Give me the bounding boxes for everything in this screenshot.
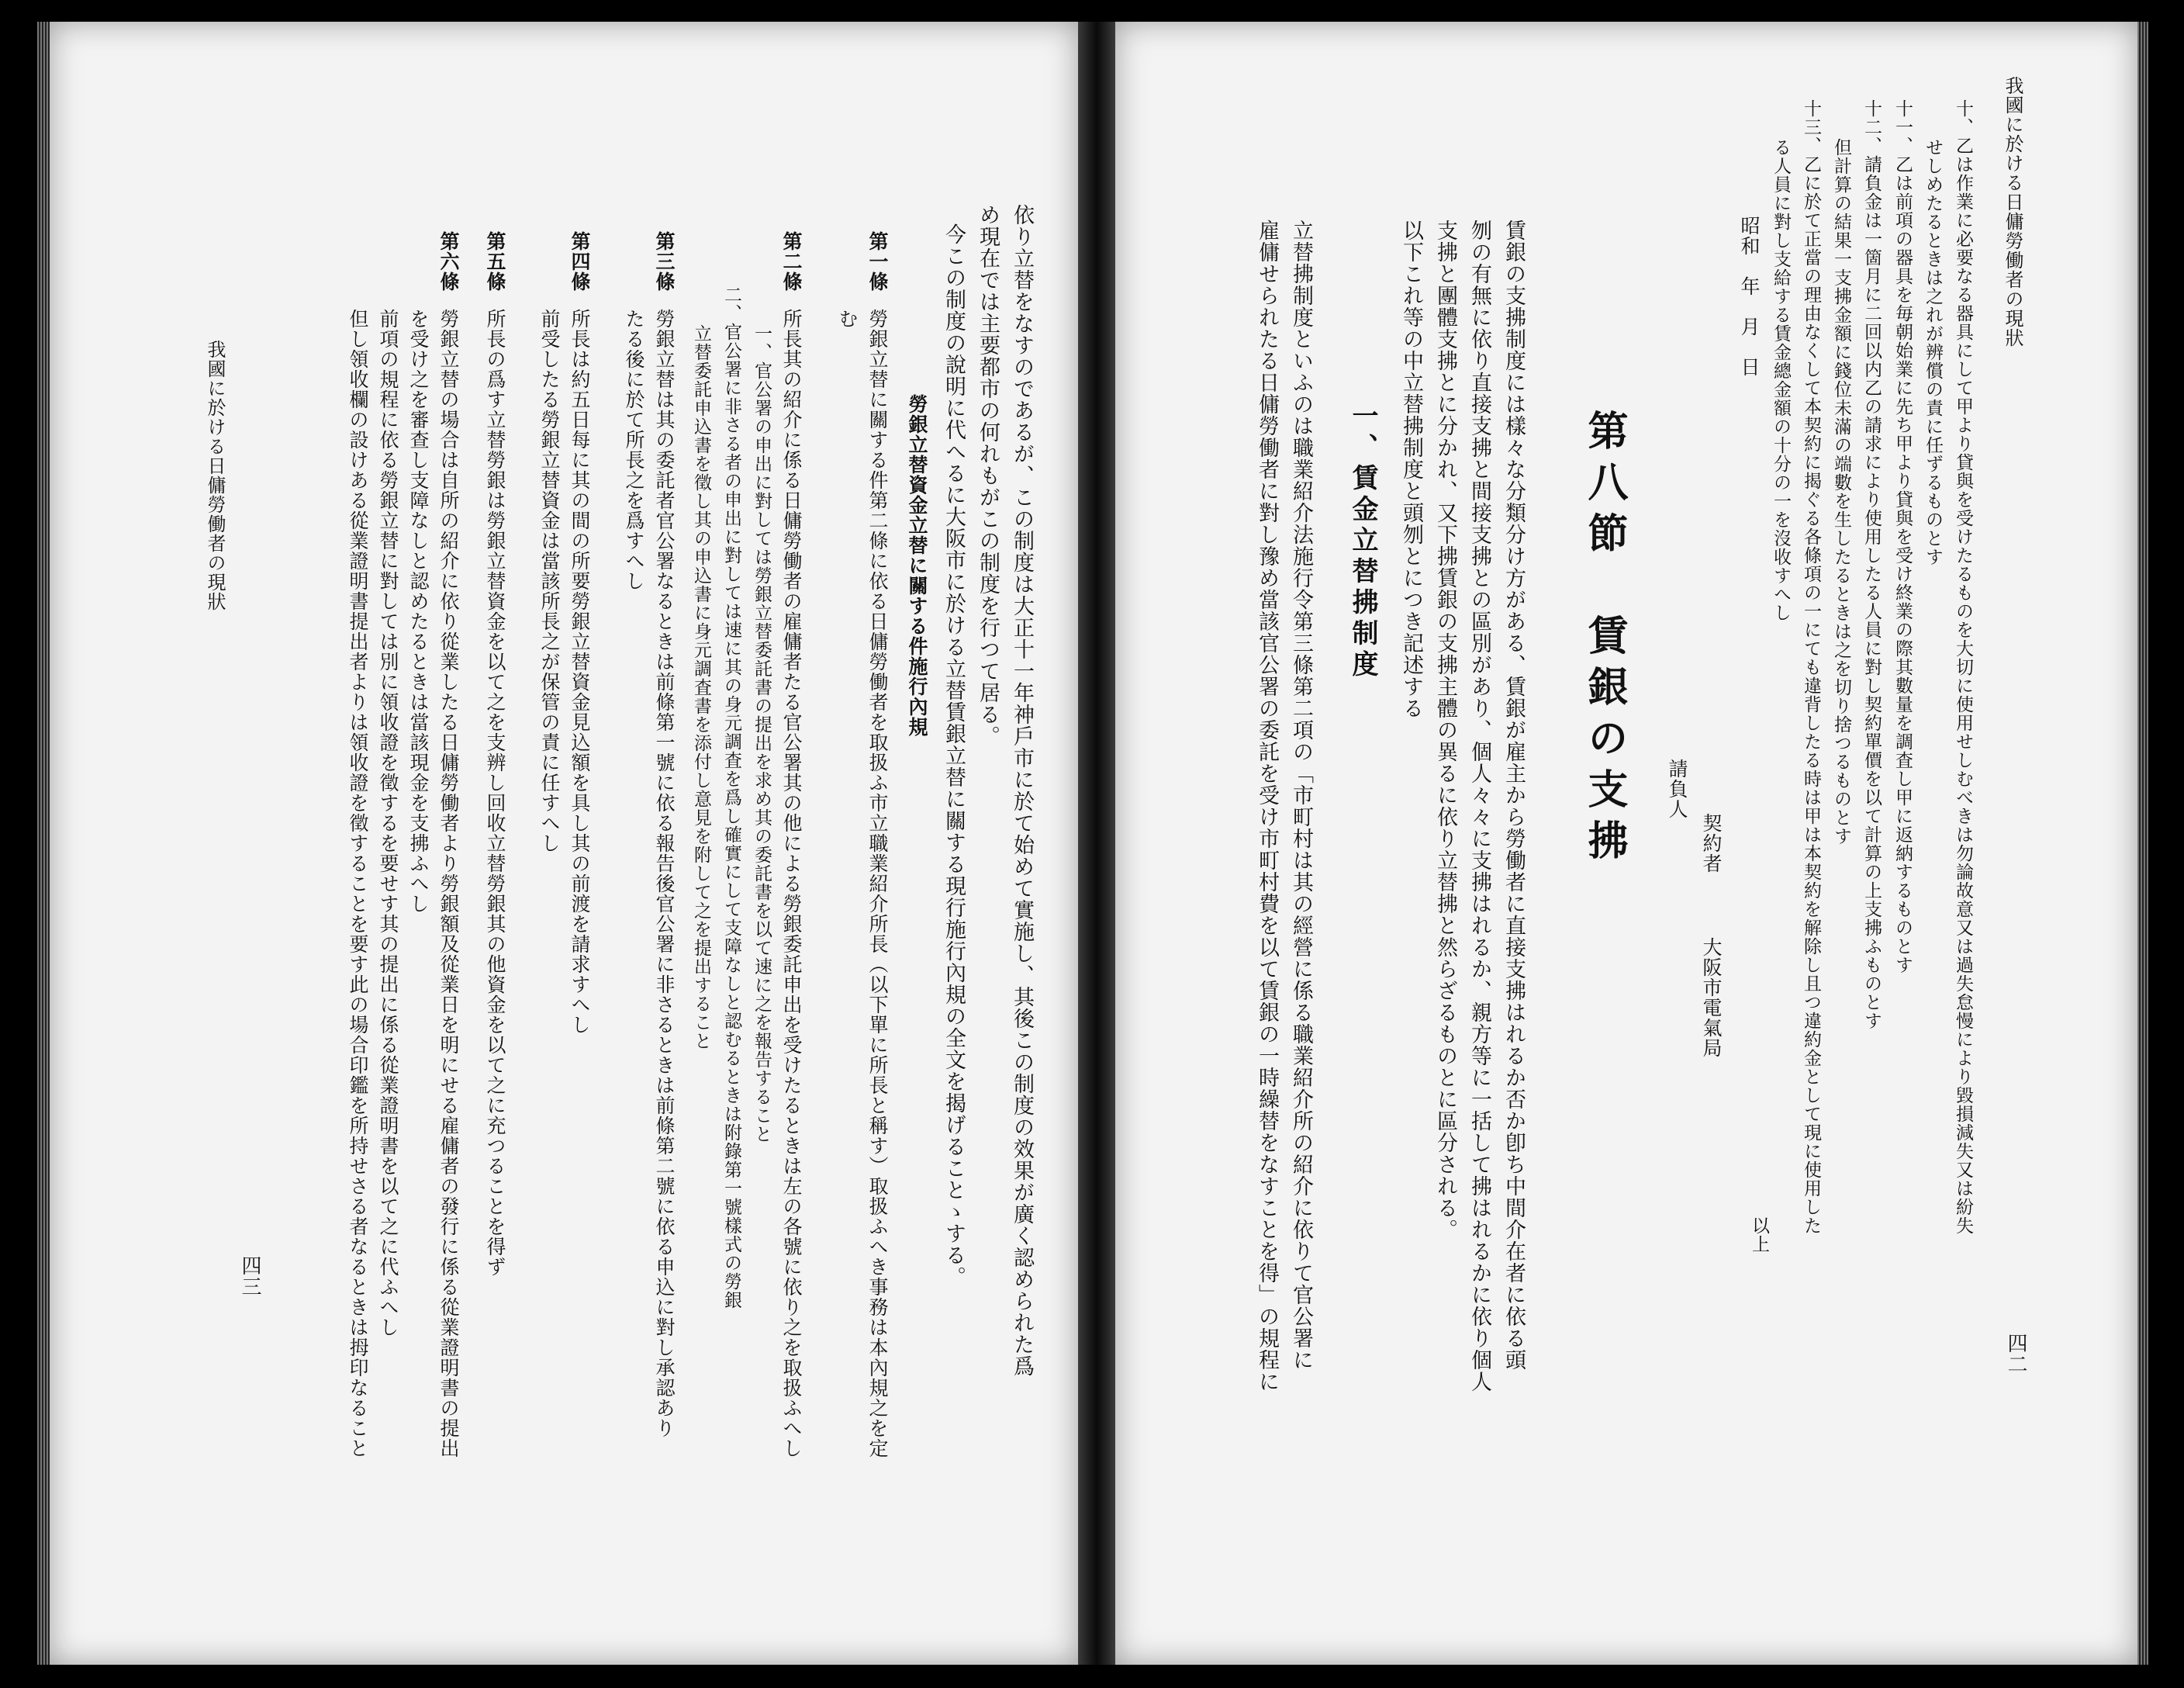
article-text: む: [836, 309, 859, 329]
right-page-edge: [2137, 22, 2148, 1665]
contract-date: 昭和 年 月 日: [1738, 216, 1761, 377]
clause-line: せしめたるときは之れが辨償の責に任ずるものとす: [1923, 138, 1943, 566]
body-line: 刎の有無に依り直接支拂と間接支拂との區別があり、個人々々に支拂はれるか、親方等に一括して拂はれるかに依り個人: [1467, 220, 1491, 1392]
article-text: 勞銀立替に關する件第二條に依る日傭勞働者を取扱ふ市立職業紹介所長（以下單に所長と稱す）取扱ふへき事務は本內規之を定: [866, 309, 889, 1458]
page-number: 四二: [2004, 1333, 2027, 1375]
body-line: 雇傭せられたる日傭勞働者に對し豫め當該官公署の委託を受け市町村費を以て賃銀の一時繰替をなすことを得」の規程に: [1255, 220, 1279, 1392]
article-text: 勞銀立替は其の委託者官公署なるときは前條第一號に依る報告後官公署に非さるときは前條第二號に依る申込に對し承認あり: [653, 309, 676, 1438]
clause-line: る人員に對し支給する賃金總金額の十分の一を沒收すへし: [1771, 138, 1791, 622]
left-page: [50, 22, 1078, 1665]
article-text: 所長の爲す立替勞銀は勞銀立替資金を以て之を支辨し回收立替勞銀其の他資金を以て之に充つることを得ず: [484, 309, 506, 1277]
article-text: を受け之を審查し支障なしと認めたるときは當該現金を支拂ふへし: [407, 309, 430, 914]
body-line: 以下これ等の中立替拂制度と頭刎とにつき記述する: [1399, 220, 1423, 719]
article-text: 一、官公署の申出に對しては勞銀立替委託書の提出を求め其の委託書を以て速に之を報告すること: [752, 324, 772, 1143]
subsection-title: 一、賃金立替拂制度: [1347, 402, 1378, 681]
body-line: め現在では主要都市の何れもがこの制度を行つて居る。: [976, 204, 1000, 747]
clause-line: 十三、乙に於て正當の理由なくして本契約に揭ぐる各條項の一にても違背したる時は甲は本契約を解除し且つ違約金として現に使用した: [1801, 99, 1821, 1235]
clause-line: 但計算の結果一支拂金額に錢位未滿の端數を生したるときは之を切り捨つるものとす: [1831, 138, 1851, 846]
article-text: 立替委託申込書を徵し其の申込書に身元調査書を添付し意見を附して之を提出すること: [691, 324, 711, 1050]
contractee-label: 請負人: [1666, 759, 1688, 819]
article-text: 二、官公署に非さる者の申出に對しては速に其の身元調査を爲し確實にして支障なしと認むるときは附錄第一號樣式の勞銀: [721, 285, 741, 1309]
contractor-label: 契約者: [1700, 813, 1723, 873]
body-line: 賃銀の支拂制度には樣々な分類分け方がある、賃銀が雇主から勞働者に直接支拂はれるか否か卽ち中間介在者に依る頭: [1502, 220, 1526, 1371]
article-label: 第四條: [568, 231, 591, 292]
article-text: 但し領收欄の設けある從業證明書提出者よりは領收證を徵することを要す此の場合印鑑を所持せさる者なるときは拇印なること: [347, 309, 369, 1458]
article-text: 前項の規程に依る勞銀立替に對しては別に領收證を徵するを要せす其の提出に係る從業證明書を以て之に代ふへし: [377, 309, 399, 1337]
article-label: 第五條: [484, 231, 506, 292]
left-page-edge: [37, 22, 50, 1665]
article-text: 所長は約五日每に其の間の所要勞銀立替資金見込額を具し其の前渡を請求すへし: [568, 309, 591, 1035]
article-label: 第六條: [437, 231, 460, 292]
article-text: 所長其の紹介に係る日傭勞働者の雇傭者たる官公署其の他による勞銀委託申出を受けたるときは左の各號に依り之を取扱ふへし: [780, 309, 803, 1458]
article-label: 第二條: [780, 231, 803, 292]
running-header: 我國に於ける日傭勞働者の現狀: [204, 340, 226, 611]
article-text: たる後に於て所長之を爲すへし: [623, 309, 645, 591]
rules-title: 勞銀立替資金立替に關する件施行內規: [906, 394, 928, 737]
article-text: 勞銀立替の場合は自所の紹介に依り從業したる日傭勞働者より勞銀額及從業日を明にせる雇傭者の發行に係る從業證明書の提出: [437, 309, 460, 1458]
article-label: 第三條: [653, 231, 676, 292]
body-line: 立替拂制度といふのは職業紹介法施行令第三條第二項の「市町村は其の經營に係る職業紹介所の紹介に依りて官公署に: [1289, 220, 1313, 1371]
article-text: 前受したる勞銀立替資金は當該所長之が保管の責に任すへし: [538, 309, 561, 853]
clause-line: 十二、請負金は一箇月に二回以内乙の請求により使用したる人員に對し契約單價を以て計算の上支拂ふものとす: [1861, 99, 1882, 1030]
contractor-name: 大阪市電氣局: [1700, 937, 1723, 1058]
right-page: [1115, 22, 2137, 1665]
clause-line: 十、乙は作業に必要なる器具にして甲より貸與を受けたるものを大切に使用せしむべきは勿論故意又は過失怠慢により毀損減失又は紛失: [1953, 99, 1973, 1235]
body-line: 支拂と團體支拂とに分かれ、又下拂賃銀の支拂主體の異るに依り立替拂と然らざるものとに區分される。: [1433, 220, 1457, 1240]
body-line: 今この制度の說明に代へるに大阪市に於ける立替賃銀立替に關する現行施行內規の全文を揭げることゝする。: [942, 223, 966, 1288]
section-title: 第八節 賃銀の支拂: [1581, 410, 1628, 870]
running-header: 我國に於ける日傭勞働者の現狀: [2002, 76, 2023, 348]
book-gutter: [1078, 22, 1115, 1665]
article-label: 第一條: [866, 231, 889, 292]
page-number: 四三: [238, 1255, 261, 1297]
clause-line: 十一、乙は前項の器具を毎朝始業に先ち甲より貸與を受け終業の際其數量を調査し甲に返納するものとす: [1892, 99, 1913, 974]
body-line: 依り立替をなすのであるが、この制度は大正十一年神戶市に於て始めて實施し、其後この制度の效果が廣く認められた爲: [1010, 204, 1034, 1377]
ijo-mark: 以上: [1749, 1216, 1769, 1254]
